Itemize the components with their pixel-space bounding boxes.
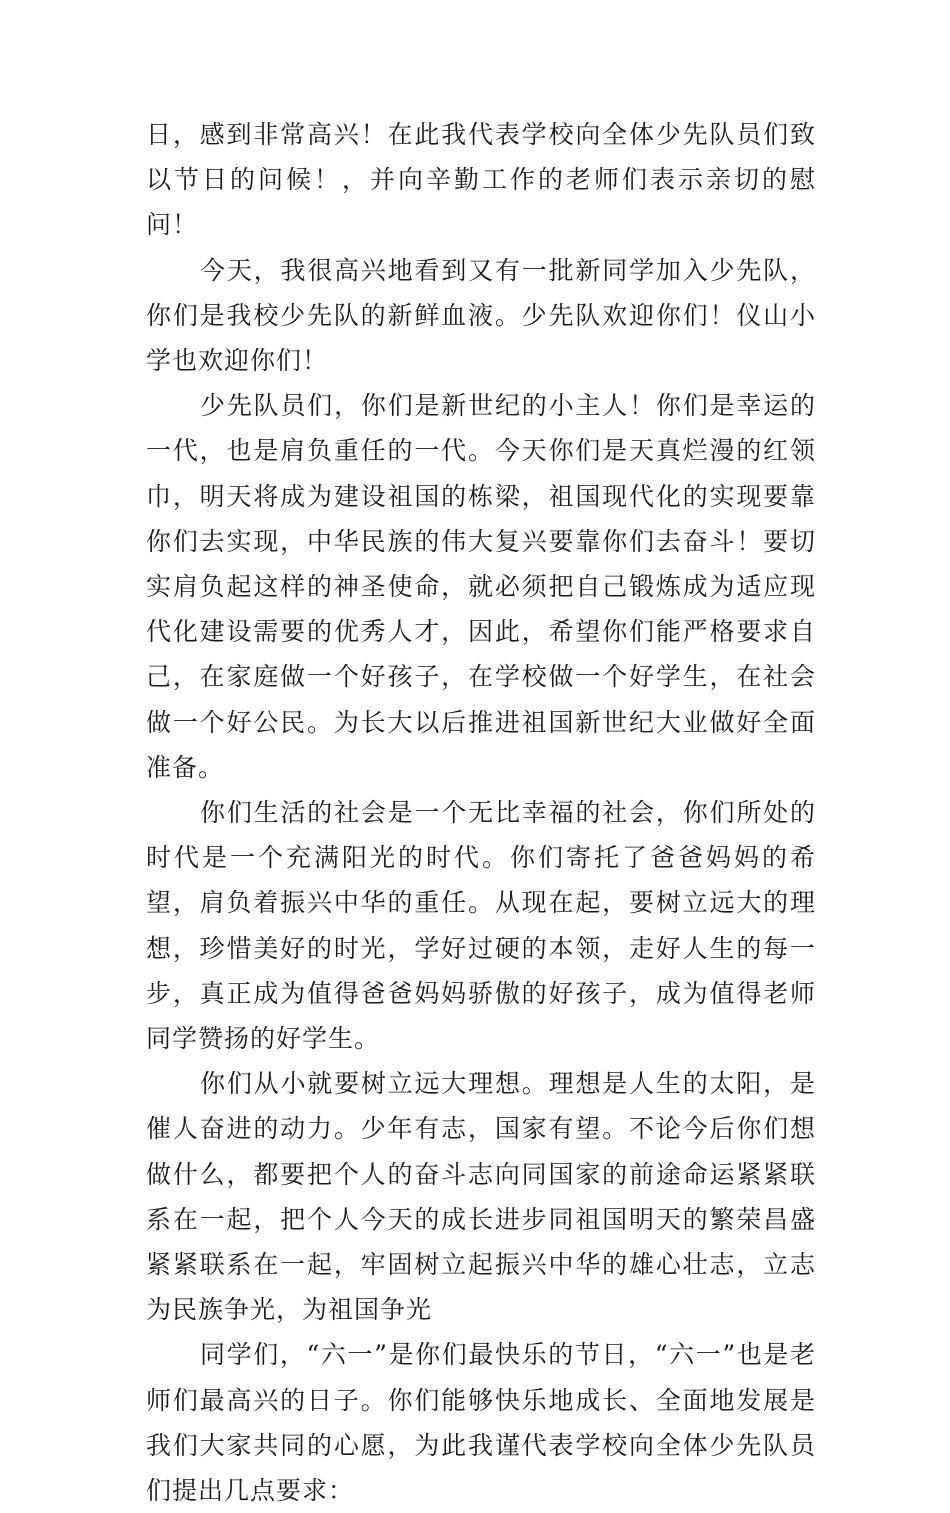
paragraph-welcome: 今天，我很高兴地看到又有一批新同学加入少先队，你们是我校少先队的新鲜血液。少先队欢迎你们！仪山小学也欢迎你们！ bbox=[146, 255, 816, 376]
paragraph-ideals: 你们从小就要树立远大理想。理想是人生的太阳，是催人奋进的动力。少年有志，国家有望。不论今后你们想做什么，都要把个人的奋斗志向同国家的前途命运紧紧联系在一起，把个人今天的成长进步同祖国明天的繁荣昌盛紧紧联系在一起，牢固树立起振兴中华的雄心壮志，立志为民族争光，为祖国争光 bbox=[146, 1069, 816, 1325]
paragraph-society: 你们生活的社会是一个无比幸福的社会，你们所处的时代是一个充满阳光的时代。你们寄托了爸爸妈妈的希望，肩负着振兴中华的重任。从现在起，要树立远大的理想，珍惜美好的时光，学好过硬的本领，走好人生的每一步，真正成为值得爸爸妈妈骄傲的好孩子，成为值得老师同学赞扬的好学生。 bbox=[146, 798, 816, 1054]
document-body bbox=[146, 112, 816, 1513]
paragraph-greeting: 日，感到非常高兴！在此我代表学校向全体少先队员们致以节日的问候！，并向辛勤工作的老师们表示亲切的慰问！ bbox=[146, 120, 816, 240]
paragraph-young-pioneers: 少先队员们，你们是新世纪的小主人！你们是幸运的一代，也是肩负重任的一代。今天你们是天真烂漫的红领巾，明天将成为建设祖国的栋梁，祖国现代化的实现要靠你们去实现，中华民族的伟大复兴要靠你们去奋斗！要切实肩负起这样的神圣使命，就必须把自己锻炼成为适应现代化建设需要的优秀人才，因此，希望你们能严格要求自己，在家庭做一个好孩子，在学校做一个好学生，在社会做一个好公民。为长大以后推进祖国新世纪大业做好全面准备。 bbox=[146, 391, 816, 782]
paragraph-requirements: 同学们，“六一”是你们最快乐的节日，“六一”也是老师们最高兴的日子。你们能够快乐地成长、全面地发展是我们大家共同的心愿，为此我谨代表学校向全体少先队员们提出几点要求： bbox=[146, 1340, 816, 1506]
